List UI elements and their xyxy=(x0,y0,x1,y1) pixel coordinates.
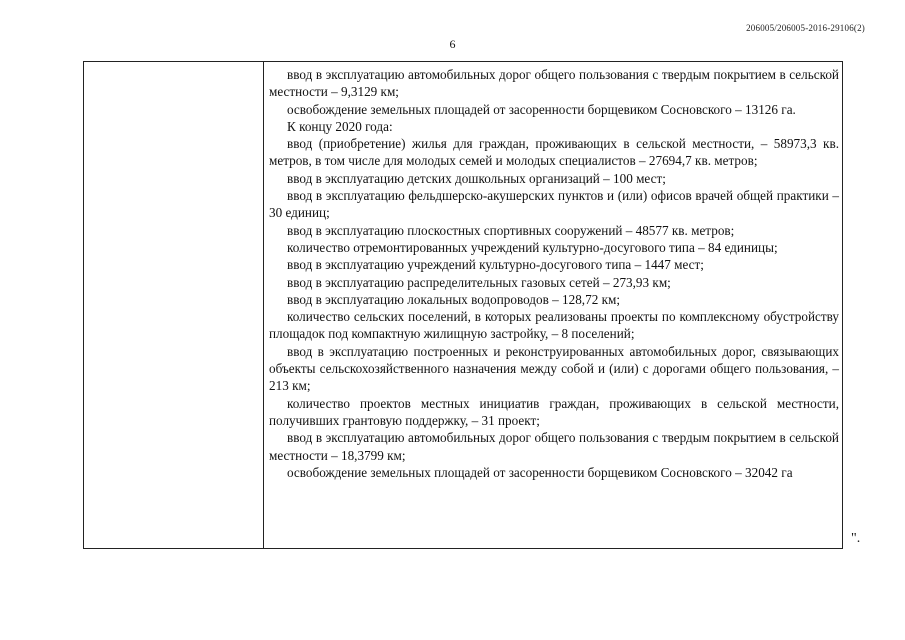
closing-quote: ". xyxy=(851,531,861,546)
paragraph: ввод в эксплуатацию плоскостных спортивных сооружений – 48577 кв. метров; xyxy=(287,222,735,238)
paragraph: К концу 2020 года: xyxy=(287,118,393,134)
paragraph: ввод в эксплуатацию учреждений культурно-досугового типа – 1447 мест; xyxy=(287,257,704,273)
paragraph: ввод в эксплуатацию локальных водопроводов – 128,72 км; xyxy=(287,291,621,307)
paragraph: ввод в эксплуатацию построенных и реконструированных автомобильных дорог, связывающих объекты сельскохозяйственного назначения между собой и (или) с дорогами общего пользования, – 213 км; xyxy=(269,343,839,394)
paragraph: количество отремонтированных учреждений культурно-досугового типа – 84 единицы; xyxy=(287,239,778,255)
paragraph: ввод (приобретение) жилья для граждан, проживающих в сельской местности, – 58973,3 кв. метров, в том числе для молодых семей и молодых специалистов – 27694,7 кв. метров; xyxy=(269,136,839,169)
paragraph: количество проектов местных инициатив граждан, проживающих в сельской местности, получивших грантовую поддержку, – 31 проект; xyxy=(269,395,839,428)
paragraph: ввод в эксплуатацию автомобильных дорог общего пользования с твердым покрытием в сельской местности – 18,3799 км; xyxy=(269,430,839,463)
paragraph: ввод в эксплуатацию распределительных газовых сетей – 273,93 км; xyxy=(287,274,671,290)
table-left-column xyxy=(84,62,264,548)
table-right-column xyxy=(264,62,842,548)
page-number: 6 xyxy=(449,37,456,51)
paragraph: освобождение земельных площадей от засоренности борщевиком Сосновского – 13126 га. xyxy=(287,101,796,117)
paragraph: ввод в эксплуатацию фельдшерско-акушерских пунктов и (или) офисов врачей общей практики – 30 единиц; xyxy=(269,188,839,221)
paragraph: ввод в эксплуатацию детских дошкольных организаций – 100 мест; xyxy=(287,170,666,186)
document-id: 206005/206005-2016-29106(2) xyxy=(746,23,865,33)
paragraph: количество сельских поселений, в которых реализованы проекты по комплексному обустройству площадок под компактную жилищную застройку, – 8 поселений; xyxy=(269,309,839,342)
paragraph: освобождение земельных площадей от засоренности борщевиком Сосновского – 32042 га xyxy=(287,464,793,480)
paragraph: ввод в эксплуатацию автомобильных дорог общего пользования с твердым покрытием в сельской местности – 9,3129 км; xyxy=(269,67,839,100)
content-table xyxy=(83,61,843,549)
